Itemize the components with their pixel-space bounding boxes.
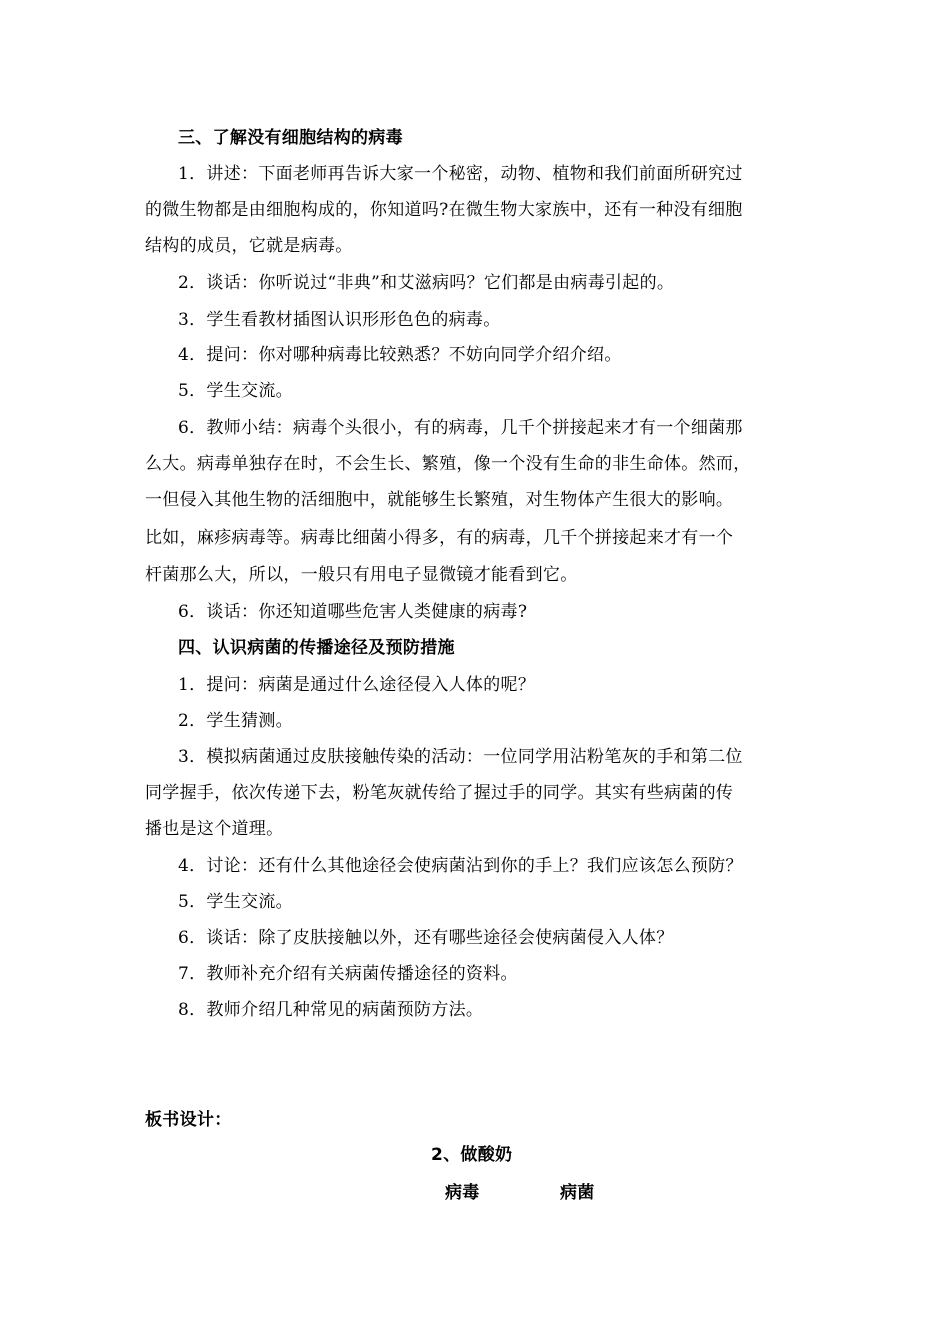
paragraph-line: 同学握手，依次传递下去，粉笔灰就传给了握过手的同学。其实有些病菌的传 [145,783,734,803]
paragraph-line: 8．教师介绍几种常见的病菌预防方法。 [178,1000,484,1020]
paragraph-line: 6．谈话：除了皮肤接触以外，还有哪些途径会使病菌侵入人体？ [178,928,674,948]
paragraph-line: 杆菌那么大，所以，一般只有用电子显微镜才能看到它。 [145,565,578,585]
paragraph-line: 6．教师小结：病毒个头很小，有的病毒，几千个拼接起来才有一个细菌那 [178,418,743,438]
paragraph-line: 3．学生看教材插图认识形形色色的病毒。 [178,310,501,330]
paragraph-line: 一但侵入其他生物的活细胞中，就能够生长繁殖，对生物体产生很大的影响。 [145,490,734,510]
paragraph-line: 播也是这个道理。 [145,819,284,839]
board-title: 2、做酸奶 [431,1145,513,1165]
section-4-heading: 四、认识病菌的传播途径及预防措施 [178,638,455,658]
paragraph-line: 么大。病毒单独存在时，不会生长、繁殖，像一个没有生命的非生命体。然而， [145,454,751,474]
board-design-label: 板书设计： [145,1110,232,1130]
paragraph-line: 5．学生交流。 [178,892,293,912]
paragraph-line: 1．讲述：下面老师再告诉大家一个秘密，动物、植物和我们前面所研究过 [178,164,743,184]
paragraph-line: 的微生物都是由细胞构成的，你知道吗?在微生物大家族中，还有一种没有细胞 [145,200,743,220]
paragraph-line: 7．教师补充介绍有关病菌传播途径的资料。 [178,964,518,984]
board-item-virus: 病毒 [445,1183,480,1203]
board-item-germ: 病菌 [560,1183,595,1203]
paragraph-line: 结构的成员，它就是病毒。 [145,236,353,256]
section-3-heading: 三、了解没有细胞结构的病毒 [178,128,403,148]
paragraph-line: 4．讨论：还有什么其他途径会使病菌沾到你的手上？我们应该怎么预防？ [178,856,743,876]
paragraph-line: 2．学生猜测。 [178,711,293,731]
paragraph-line: 6．谈话：你还知道哪些危害人类健康的病毒? [178,602,528,622]
paragraph-line: 比如，麻疹病毒等。病毒比细菌小得多，有的病毒，几千个拼接起来才有一个 [145,528,734,548]
paragraph-line: 3．模拟病菌通过皮肤接触传染的活动：一位同学用沾粉笔灰的手和第二位 [178,747,743,767]
paragraph-line: 4．提问：你对哪种病毒比较熟悉？不妨向同学介绍介绍。 [178,345,622,365]
paragraph-line: 1．提问：病菌是通过什么途径侵入人体的呢？ [178,675,536,695]
paragraph-line: 2．谈话：你听说过“非典”和艾滋病吗？它们都是由病毒引起的。 [178,273,675,293]
paragraph-line: 5．学生交流。 [178,381,293,401]
